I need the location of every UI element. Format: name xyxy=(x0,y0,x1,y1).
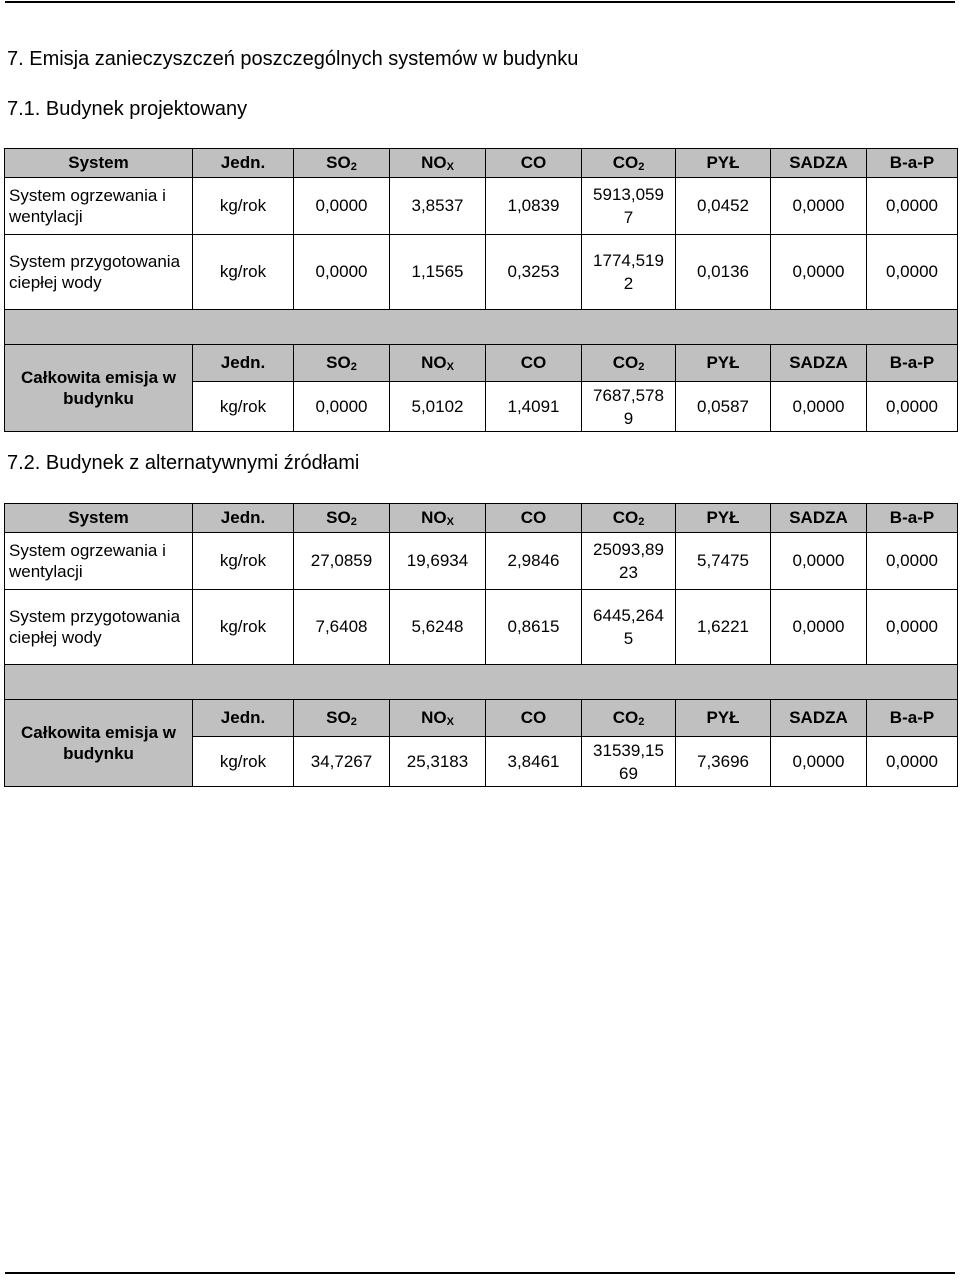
separator-row xyxy=(5,665,958,700)
col-header-co: CO xyxy=(486,504,582,533)
col-header-sadza: SADZA xyxy=(771,700,867,737)
co-cell: 2,9846 xyxy=(486,533,582,590)
table-row xyxy=(5,235,958,310)
col-header-nox: $NO_X$ xyxy=(390,345,486,382)
total-table xyxy=(4,344,958,432)
col-header-system: System xyxy=(5,504,193,533)
table-row xyxy=(5,178,958,235)
nox-cell: 1,1565 xyxy=(390,235,486,310)
unit-cell: kg/rok xyxy=(193,235,294,310)
co2-cell: 5913,059 7 xyxy=(582,178,676,235)
co2-cell: 7687,578 9 xyxy=(582,382,676,432)
systems-table xyxy=(4,148,958,345)
system-name: System przygotowania ciepłej wody xyxy=(5,235,193,310)
table-row xyxy=(5,590,958,665)
total-label: Całkowita emisja w budynku xyxy=(5,700,193,787)
system-name: System ogrzewania i wentylacji xyxy=(5,533,193,590)
co-cell: 1,0839 xyxy=(486,178,582,235)
col-header-so2: $SO_2$ xyxy=(294,504,390,533)
co-cell: 3,8461 xyxy=(486,737,582,787)
unit-cell: kg/rok xyxy=(193,178,294,235)
col-header-unit: Jedn. xyxy=(193,345,294,382)
col-header-so2: $SO_2$ xyxy=(294,345,390,382)
pyl-cell: 0,0587 xyxy=(676,382,771,432)
col-header-sadza: SADZA xyxy=(771,504,867,533)
col-header-pyl: PYŁ xyxy=(676,700,771,737)
sadza-cell: 0,0000 xyxy=(771,382,867,432)
unit-cell: kg/rok xyxy=(193,590,294,665)
emission-table-projected xyxy=(4,148,957,432)
system-name: System ogrzewania i wentylacji xyxy=(5,178,193,235)
total-label: Całkowita emisja w budynku xyxy=(5,345,193,432)
section-heading-projected: 7.1. Budynek projektowany xyxy=(7,98,248,120)
separator-row xyxy=(5,310,958,345)
sadza-cell: 0,0000 xyxy=(771,533,867,590)
col-header-bap: B-a-P xyxy=(867,700,958,737)
so2-cell: 27,0859 xyxy=(294,533,390,590)
col-header-nox: $NO_X$ xyxy=(390,504,486,533)
emission-table-alternative xyxy=(4,503,957,787)
col-header-nox: $NO_X$ xyxy=(390,700,486,737)
co-cell: 0,3253 xyxy=(486,235,582,310)
so2-cell: 0,0000 xyxy=(294,178,390,235)
col-header-co: CO xyxy=(486,345,582,382)
bap-cell: 0,0000 xyxy=(867,590,958,665)
col-header-co2: $CO_2$ xyxy=(582,149,676,178)
col-header-unit: Jedn. xyxy=(193,504,294,533)
page-heading: 7. Emisja zanieczyszczeń poszczególnych systemów w budynku xyxy=(7,48,579,70)
unit-cell: kg/rok xyxy=(193,533,294,590)
co2-cell: 6445,264 5 xyxy=(582,590,676,665)
unit-cell: kg/rok xyxy=(193,382,294,432)
col-header-unit: Jedn. xyxy=(193,700,294,737)
bap-cell: 0,0000 xyxy=(867,533,958,590)
co-cell: 1,4091 xyxy=(486,382,582,432)
co2-cell: 31539,15 69 xyxy=(582,737,676,787)
table-row xyxy=(5,533,958,590)
col-header-co2: $CO_2$ xyxy=(582,700,676,737)
pyl-cell: 1,6221 xyxy=(676,590,771,665)
bap-cell: 0,0000 xyxy=(867,382,958,432)
bap-cell: 0,0000 xyxy=(867,178,958,235)
nox-cell: 3,8537 xyxy=(390,178,486,235)
table-header-row xyxy=(5,149,958,178)
col-header-nox: $NO_X$ xyxy=(390,149,486,178)
col-header-pyl: PYŁ xyxy=(676,345,771,382)
col-header-system: System xyxy=(5,149,193,178)
so2-cell: 0,0000 xyxy=(294,235,390,310)
col-header-pyl: PYŁ xyxy=(676,149,771,178)
col-header-co: CO xyxy=(486,149,582,178)
col-header-pyl: PYŁ xyxy=(676,504,771,533)
pyl-cell: 7,3696 xyxy=(676,737,771,787)
so2-cell: 0,0000 xyxy=(294,382,390,432)
pyl-cell: 5,7475 xyxy=(676,533,771,590)
nox-cell: 19,6934 xyxy=(390,533,486,590)
total-header-row xyxy=(5,700,958,737)
col-header-bap: B-a-P xyxy=(867,149,958,178)
total-header-row xyxy=(5,345,958,382)
col-header-co2: $CO_2$ xyxy=(582,345,676,382)
top-rule xyxy=(5,1,955,3)
bap-cell: 0,0000 xyxy=(867,235,958,310)
nox-cell: 5,6248 xyxy=(390,590,486,665)
so2-cell: 7,6408 xyxy=(294,590,390,665)
co-cell: 0,8615 xyxy=(486,590,582,665)
total-table xyxy=(4,699,958,787)
sadza-cell: 0,0000 xyxy=(771,235,867,310)
col-header-co: CO xyxy=(486,700,582,737)
nox-cell: 5,0102 xyxy=(390,382,486,432)
sadza-cell: 0,0000 xyxy=(771,737,867,787)
col-header-sadza: SADZA xyxy=(771,149,867,178)
nox-cell: 25,3183 xyxy=(390,737,486,787)
so2-cell: 34,7267 xyxy=(294,737,390,787)
bottom-rule xyxy=(5,1272,955,1274)
co2-cell: 25093,89 23 xyxy=(582,533,676,590)
sadza-cell: 0,0000 xyxy=(771,178,867,235)
table-header-row xyxy=(5,504,958,533)
section-heading-alternative: 7.2. Budynek z alternatywnymi źródłami xyxy=(7,452,360,474)
col-header-so2: $SO_2$ xyxy=(294,149,390,178)
col-header-bap: B-a-P xyxy=(867,345,958,382)
system-name: System przygotowania ciepłej wody xyxy=(5,590,193,665)
pyl-cell: 0,0452 xyxy=(676,178,771,235)
col-header-sadza: SADZA xyxy=(771,345,867,382)
col-header-bap: B-a-P xyxy=(867,504,958,533)
bap-cell: 0,0000 xyxy=(867,737,958,787)
unit-cell: kg/rok xyxy=(193,737,294,787)
col-header-co2: $CO_2$ xyxy=(582,504,676,533)
col-header-unit: Jedn. xyxy=(193,149,294,178)
systems-table xyxy=(4,503,958,700)
sadza-cell: 0,0000 xyxy=(771,590,867,665)
col-header-so2: $SO_2$ xyxy=(294,700,390,737)
pyl-cell: 0,0136 xyxy=(676,235,771,310)
co2-cell: 1774,519 2 xyxy=(582,235,676,310)
